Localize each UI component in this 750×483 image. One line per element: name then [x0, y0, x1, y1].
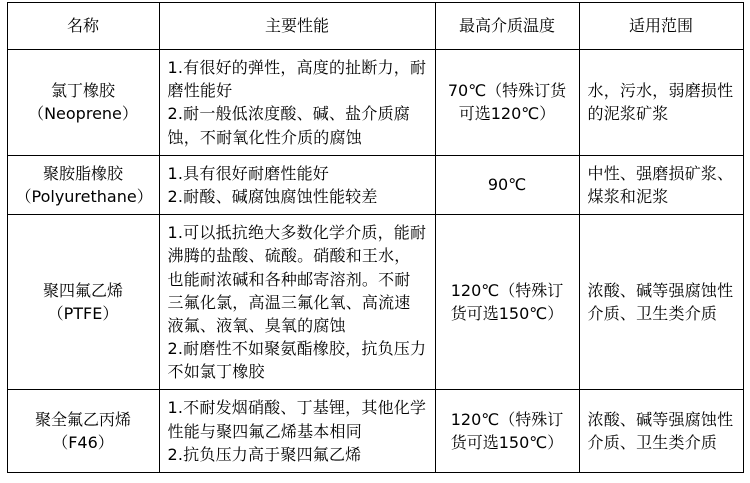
- performance-line: 1.有很好的弹性，高度的扯断力，耐磨性能好: [167, 58, 427, 101]
- cell-temperature: 90℃: [435, 155, 579, 214]
- performance-line: 2.耐磨性不如聚氨酯橡胶，抗负压力不如氯丁橡胶: [167, 339, 427, 382]
- header-cell-temperature: 最高介质温度: [435, 3, 579, 50]
- cell-scope: 水，污水，弱磨损性的泥浆矿浆: [579, 50, 743, 156]
- cell-material-name: [7, 390, 159, 473]
- cell-scope: 中性、强磨损矿浆、煤浆和泥浆: [579, 155, 743, 214]
- performance-line: 2.耐一般低浓度酸、碱、盐介质腐蚀，不耐氧化性介质的腐蚀: [167, 104, 410, 147]
- table-body: [7, 50, 743, 473]
- table-row: [7, 50, 743, 156]
- cell-performance: [159, 215, 435, 390]
- material-name-cn: 聚四氟乙烯: [42, 281, 123, 301]
- header-cell-scope: 适用范围: [579, 3, 743, 50]
- cell-temperature: 120℃（特殊订货可选150℃）: [435, 215, 579, 390]
- material-name-en: （Neoprene）: [28, 104, 138, 124]
- header-cell-name: 名称: [7, 3, 159, 50]
- header-cell-performance: 主要性能: [159, 3, 435, 50]
- performance-line: 1.可以抵抗绝大多数化学介质，能耐沸腾的盐酸、硫酸。硝酸和王水，也能耐浓碱和各种邮寄溶剂。不耐三氟化氯，高温三氟化氧、高流速液氟、液氧、臭氧的腐蚀: [167, 223, 427, 335]
- cell-scope: 浓酸、碱等强腐蚀性介质、卫生类介质: [579, 390, 743, 473]
- cell-material-name: [7, 215, 159, 390]
- cell-performance: [159, 50, 435, 156]
- material-name-cn: 聚胺脂橡胶: [42, 163, 123, 183]
- performance-line: 1.不耐发烟硝酸、丁基锂，其他化学性能与聚四氟乙烯基本相同: [167, 398, 427, 441]
- cell-performance: [159, 390, 435, 473]
- table-row: [7, 155, 743, 214]
- cell-temperature: 70℃（特殊订货可选120℃）: [435, 50, 579, 156]
- table-row: [7, 390, 743, 473]
- performance-line: 2.耐酸、碱腐蚀腐蚀性能较差: [167, 186, 378, 206]
- cell-material-name: [7, 50, 159, 156]
- material-name-en: （PTFE）: [47, 304, 119, 324]
- material-name-en: （F46）: [52, 433, 114, 453]
- performance-line: 1.具有很好耐磨性能好: [167, 163, 329, 183]
- material-name-en: （Polyurethane）: [15, 186, 153, 206]
- cell-scope: 浓酸、碱等强腐蚀性介质、卫生类介质: [579, 215, 743, 390]
- cell-performance: [159, 155, 435, 214]
- material-name-cn: 氯丁橡胶: [50, 81, 115, 101]
- table-header-row: [7, 3, 743, 50]
- table-header: [7, 3, 743, 50]
- lining-material-spec-table: [7, 2, 744, 473]
- cell-material-name: [7, 155, 159, 214]
- cell-temperature: 120℃（特殊订货可选150℃）: [435, 390, 579, 473]
- table-row: [7, 215, 743, 390]
- performance-line: 2.抗负压力高于聚四氟乙烯: [167, 444, 362, 464]
- material-name-cn: 聚全氟乙丙烯: [34, 410, 131, 430]
